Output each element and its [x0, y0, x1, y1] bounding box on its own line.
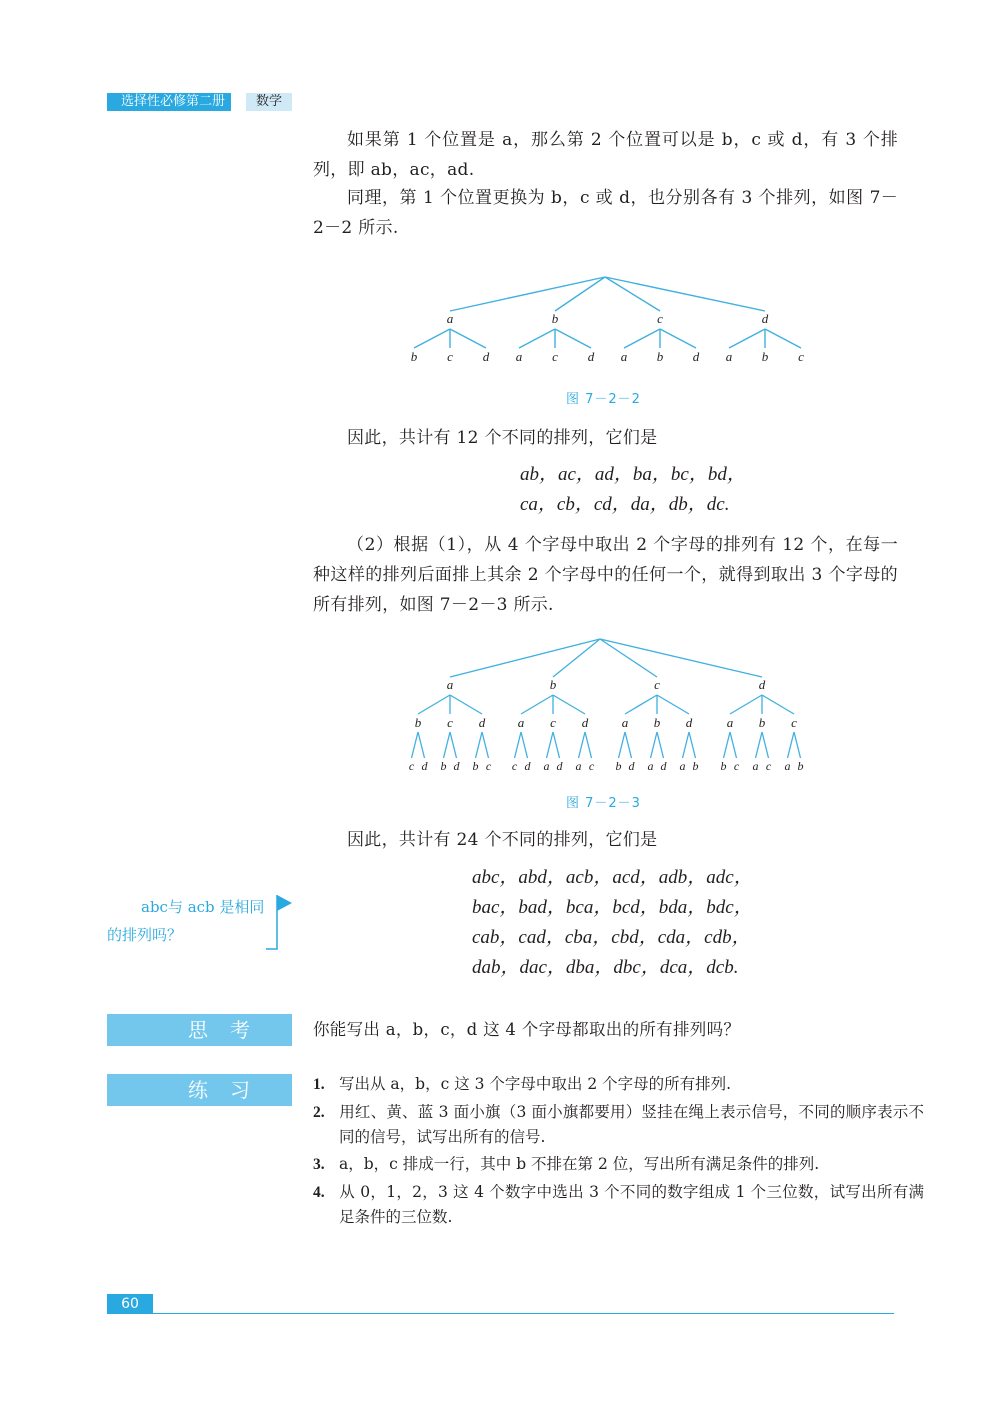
tree2-node-label: a [446, 677, 454, 692]
tree1-leaf-label: b [656, 349, 664, 364]
tree2-leaf-label: b [720, 759, 727, 773]
permutation-list-24-line-3: cab，cad，cba，cbd，cda，cdb， [472, 927, 751, 948]
tree1-leaf-label: c [552, 349, 558, 364]
tree2-branch [521, 732, 528, 758]
exercise-number-2: 2. [313, 1104, 325, 1121]
tree2-node-label: d [758, 677, 766, 692]
tree2-node-label: b [414, 715, 422, 730]
tree2-leaf-label: d [421, 759, 428, 773]
tree1-branch [624, 329, 660, 348]
margin-note-line-1: abc与 acb 是相同 [141, 898, 265, 916]
page-number: 60 [107, 1294, 153, 1314]
tree2-leaf-label: c [485, 759, 492, 773]
tree2-branch [657, 732, 664, 758]
tree2-branch [724, 732, 731, 758]
tree2-branch [476, 732, 483, 758]
footer-rule [153, 1313, 894, 1314]
tree1-leaf-label: c [798, 349, 804, 364]
exercise-number-1: 1. [313, 1076, 325, 1093]
tree1-node-label: d [761, 311, 769, 326]
tree2-branch [625, 695, 657, 714]
tree2-node-label: d [478, 715, 486, 730]
tree1-leaf-label: b [410, 349, 418, 364]
tree2-leaf-label: d [556, 759, 563, 773]
tree2-node-label: d [581, 715, 589, 730]
exercise-text-1: 写出从 a，b，c 这 3 个字母中取出 2 个字母的所有排列. [339, 1075, 732, 1093]
think-question: 你能写出 a，b，c，d 这 4 个字母都取出的所有排列吗？ [313, 1020, 741, 1039]
tree2-branch [730, 732, 737, 758]
paragraph-5: 因此，共计有 24 个不同的排列，它们是 [347, 830, 658, 850]
tree1-branch [605, 277, 660, 311]
tree2-branch [689, 732, 696, 758]
flag-icon [264, 894, 294, 952]
tree2-branch [482, 732, 489, 758]
tree2-node-label: d [685, 715, 693, 730]
tree2-branch [585, 732, 592, 758]
tree2-leaf-label: c [511, 759, 518, 773]
paragraph-4: （2）根据（1），从 4 个字母中取出 2 个字母的排列有 12 个，在每一种这样的排列后面排上其余 2 个字母中的任何一个，就得到取出 3 个字母的所有排列，如图 7－2－3 所示. [313, 535, 898, 615]
tree1-node-label: b [551, 311, 559, 326]
tree2-node-label: a [621, 715, 629, 730]
tree2-branch [762, 732, 769, 758]
exercise-item-4 [313, 1180, 924, 1229]
figure-caption-2: 图 7－2－3 [566, 796, 641, 811]
tree2-branch [600, 639, 657, 677]
tree2-branch [756, 732, 763, 758]
tree1-leaf-label: b [761, 349, 769, 364]
tree1-branch [450, 277, 605, 311]
tree-diagram-1 [390, 265, 820, 380]
tree1-branch [414, 329, 450, 348]
tree2-leaf-label: d [453, 759, 460, 773]
tree2-leaf-label: b [692, 759, 699, 773]
tree2-branch [412, 732, 419, 758]
margin-note [107, 893, 277, 949]
tree2-leaf-label: a [543, 759, 550, 773]
tree2-branch [450, 732, 457, 758]
tree2-branch [651, 732, 658, 758]
tree2-leaf-label: b [797, 759, 804, 773]
exercise-number-4: 4. [313, 1184, 325, 1201]
permutation-list-12-line-1: ab，ac，ad，ba，bc，bd， [520, 464, 746, 485]
tree2-leaf-label: c [765, 759, 772, 773]
figure-caption-1: 图 7－2－2 [566, 392, 641, 407]
think-label: 思考 [188, 1018, 272, 1042]
tree2-node-label: a [726, 715, 734, 730]
tree2-node-label: b [549, 677, 557, 692]
tree2-leaf-label: b [472, 759, 479, 773]
tree2-branch [418, 695, 450, 714]
tree2-node-label: b [653, 715, 661, 730]
tree2-leaf-label: a [647, 759, 654, 773]
tree1-branch [660, 329, 696, 348]
tree1-leaf-label: d [692, 349, 700, 364]
tree2-leaf-label: c [733, 759, 740, 773]
tree2-branch [762, 695, 794, 714]
book-title-tag: 选择性必修第二册 [107, 93, 231, 111]
exercise-item-2 [313, 1100, 924, 1149]
tree2-node-label: c [791, 715, 797, 730]
tree1-node-label: c [657, 311, 663, 326]
exercise-item-3 [313, 1152, 924, 1177]
tree2-leaf-label: d [628, 759, 635, 773]
tree1-branch [729, 329, 765, 348]
tree1-branch [555, 329, 591, 348]
paragraph-1: 如果第 1 个位置是 a，那么第 2 个位置可以是 b，c 或 d，有 3 个排列，即 ab，ac，ad. [313, 130, 898, 180]
tree2-branch [515, 732, 522, 758]
exercise-label: 练习 [188, 1078, 272, 1102]
exercise-item-1 [313, 1072, 924, 1097]
tree1-leaf-label: a [515, 349, 523, 364]
tree1-leaf-label: c [447, 349, 453, 364]
tree2-node-label: c [550, 715, 556, 730]
tree1-branch [765, 329, 801, 348]
tree1-branch [519, 329, 555, 348]
tree2-branch [657, 695, 689, 714]
exercise-text-2: 用红、黄、蓝 3 面小旗（3 面小旗都要用）竖挂在绳上表示信号，不同的顺序表示不同的信号，试写出所有的信号. [339, 1103, 924, 1146]
permutation-list-24-line-1: abc，abd，acb，acd，adb，adc， [472, 867, 753, 888]
permutation-list-12-line-2: ca，cb，cd，da，db，dc. [520, 494, 730, 515]
paragraph-3: 因此，共计有 12 个不同的排列，它们是 [347, 428, 658, 448]
tree2-branch [794, 732, 801, 758]
margin-note-line-2: 的排列吗？ [107, 926, 183, 944]
tree1-leaf-label: d [587, 349, 595, 364]
tree2-branch [547, 732, 554, 758]
exercise-text-4: 从 0，1，2，3 这 4 个数字中选出 3 个不同的数字组成 1 个三位数，试写出所有满足条件的三位数. [339, 1183, 924, 1226]
tree2-node-label: c [654, 677, 660, 692]
tree2-leaf-label: b [615, 759, 622, 773]
paragraph-2: 同理，第 1 个位置更换为 b，c 或 d，也分别各有 3 个排列，如图 7－2－2 所示. [313, 188, 898, 238]
tree2-leaf-label: c [588, 759, 595, 773]
tree2-leaf-label: d [524, 759, 531, 773]
tree1-leaf-label: a [725, 349, 733, 364]
tree2-branch [579, 732, 586, 758]
tree1-node-label: a [446, 311, 454, 326]
tree1-branch [605, 277, 765, 311]
tree1-branch [450, 329, 486, 348]
tree2-leaf-label: c [408, 759, 415, 773]
think-section-bar [107, 1014, 292, 1046]
tree2-branch [450, 695, 482, 714]
permutation-list-24-line-2: bac，bad，bca，bcd，bda，bdc， [472, 897, 753, 918]
tree2-node-label: a [517, 715, 525, 730]
tree1-leaf-label: a [620, 349, 628, 364]
tree-diagram-2 [390, 635, 820, 780]
tree2-branch [418, 732, 425, 758]
exercise-text-3: a，b，c 排成一行，其中 b 不排在第 2 位，写出所有满足条件的排列. [339, 1155, 820, 1173]
subject-tag: 数学 [246, 93, 292, 111]
exercise-section-bar [107, 1074, 292, 1106]
tree2-branch [521, 695, 553, 714]
permutation-list-24-line-4: dab，dac，dba，dbc，dca，dcb. [472, 957, 739, 978]
tree2-leaf-label: a [575, 759, 582, 773]
tree2-branch [619, 732, 626, 758]
tree2-branch [553, 732, 560, 758]
tree2-branch [444, 732, 451, 758]
tree2-branch [625, 732, 632, 758]
tree2-branch [683, 732, 690, 758]
exercise-number-3: 3. [313, 1156, 325, 1173]
tree2-branch [788, 732, 795, 758]
tree2-branch [600, 639, 762, 677]
tree2-node-label: c [447, 715, 453, 730]
tree2-leaf-label: a [679, 759, 686, 773]
tree2-leaf-label: a [784, 759, 791, 773]
tree2-leaf-label: d [660, 759, 667, 773]
tree1-leaf-label: d [482, 349, 490, 364]
tree2-node-label: b [758, 715, 766, 730]
tree2-leaf-label: b [440, 759, 447, 773]
tree2-branch [553, 695, 585, 714]
tree2-branch [730, 695, 762, 714]
tree2-leaf-label: a [752, 759, 759, 773]
